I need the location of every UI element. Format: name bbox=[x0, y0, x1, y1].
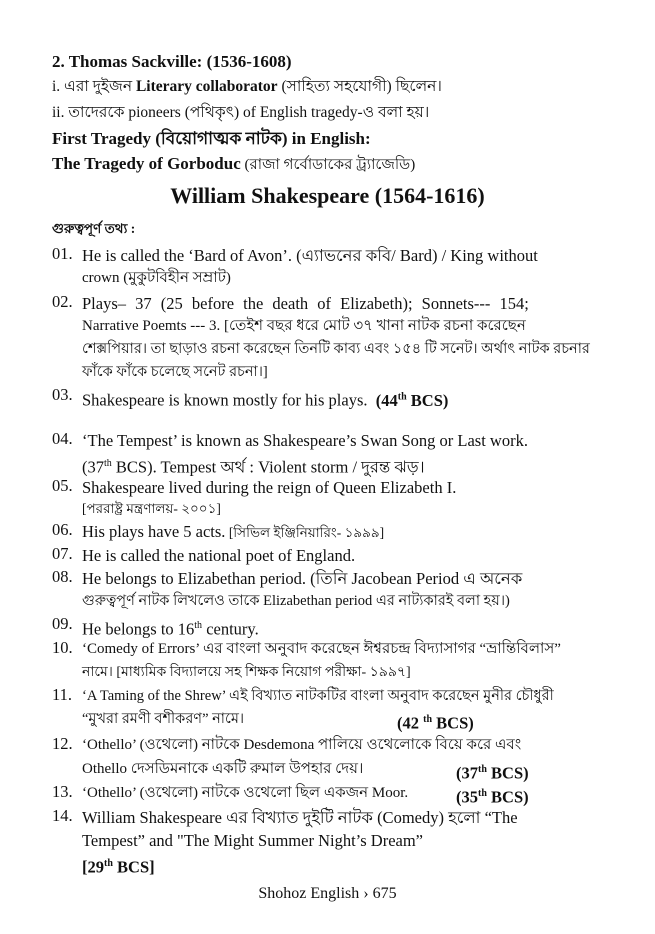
list-item-line bbox=[82, 385, 448, 412]
list-item-line: His plays have 5 acts. [সিভিল ইঞ্জিনিয়ারিং- ১৯৯৯] bbox=[82, 522, 385, 541]
item-number: 13. bbox=[52, 782, 73, 801]
list-item-line: গুরুত্বপূর্ণ নাটক লিখলেও তাকে Elizabethan period এর নাট্যকারই বলা হয়।) bbox=[82, 593, 510, 609]
list-item-line: He belongs to 16th century. bbox=[82, 619, 259, 639]
list-item-line: He is called the ‘Bard of Avon’. (এ্যাভনের কবি/ Bard) / King without bbox=[82, 246, 538, 265]
list-item-line: ‘Othello’ (ওথেলো) নাটকে Desdemona পালিয়ে ওথেলোকে বিয়ে করে এবং bbox=[82, 737, 522, 753]
item-number: 05. bbox=[52, 476, 73, 495]
list-item-line: “মুখরা রমণী বশীকরণ” নামে। bbox=[82, 711, 245, 727]
sackville-line-ii: ii. তাদেরকে pioneers (পথিকৃৎ) of English tragedy-ও বলা হয়। bbox=[52, 104, 430, 121]
list-item-line: crown (মুকুটবিহীন সম্রাট) bbox=[82, 270, 231, 286]
list-item-line: শেক্সপিয়ার। তা ছাড়াও রচনা করেছেন তিনটি কাব্য এবং ১৫৪ টি সনেট। অর্থাৎ নাটক রচনার bbox=[82, 341, 590, 357]
bcs-tag: (44th BCS) bbox=[375, 390, 449, 410]
line-i-suffix: (সাহিত্য সহযোগী) ছিলেন। bbox=[277, 78, 442, 95]
first-tragedy-line bbox=[52, 129, 371, 149]
first-tragedy-a: First Tragedy bbox=[52, 129, 156, 148]
item-number: 12. bbox=[52, 734, 73, 753]
list-item-line: ‘Comedy of Errors’ এর বাংলা অনুবাদ করেছেন ঈশ্বরচন্দ্র বিদ্যাসাগর “ভ্রান্তিবিলাস” bbox=[82, 641, 561, 657]
list-item-line: He belongs to Elizabethan period. (তিনি Jacobean Period এ অনেক bbox=[82, 569, 523, 588]
item-number: 09. bbox=[52, 614, 73, 633]
item-number: 08. bbox=[52, 567, 73, 586]
list-item-line: William Shakespeare এর বিখ্যাত দুইটি নাটক (Comedy) হলো “The bbox=[82, 808, 518, 827]
list-item-line: He is called the national poet of England. bbox=[82, 546, 356, 565]
sackville-heading: 2. Thomas Sackville: (1536-1608) bbox=[52, 52, 292, 71]
item-number: 06. bbox=[52, 520, 73, 539]
first-tragedy-b: in English: bbox=[287, 129, 371, 148]
list-item-line: ‘Othello’ (ওথেলো) নাটকে ওথেলো ছিল একজন Moor. bbox=[82, 785, 409, 801]
bcs-tag: (42 $^{th}$ BCS) bbox=[397, 713, 474, 733]
item-number: 02. bbox=[52, 292, 73, 311]
list-item-line: [পররাষ্ট্র মন্ত্রণালয়- ২০০১] bbox=[82, 501, 221, 516]
item-number: 01. bbox=[52, 244, 73, 263]
list-item-line: ‘A Taming of the Shrew’ এই বিখ্যাত নাটকটির বাংলা অনুবাদ করেছেন মুনীর চৌধুরী bbox=[82, 688, 554, 704]
list-item-line: ‘The Tempest’ is known as Shakespeare’s Swan Song or Last work. bbox=[82, 431, 528, 450]
item-number: 03. bbox=[52, 385, 73, 404]
list-item-line: Tempest” and "The Might Summer Night’s Dream” bbox=[82, 831, 424, 850]
item-number: 07. bbox=[52, 544, 73, 563]
important-label: গুরুত্বপূর্ণ তথ্য : bbox=[52, 221, 136, 236]
page-title: William Shakespeare (1564-1616) bbox=[170, 183, 485, 208]
item-number: 04. bbox=[52, 429, 73, 448]
list-item-line: (37th BCS). Tempest অর্থ : Violent storm / দুরন্ত ঝড়। bbox=[82, 457, 425, 477]
bcs-tag: (35th BCS) bbox=[456, 787, 529, 807]
item-number: 11. bbox=[52, 685, 73, 704]
bcs-tag: [29th BCS] bbox=[82, 857, 155, 877]
list-item-line: Othello দেসডিমনাকে একটি রুমাল উপহার দেয়। bbox=[82, 761, 364, 777]
first-tragedy-bn: (বিয়োগাত্মক নাটক) bbox=[155, 129, 288, 148]
list-item-line: Shakespeare lived during the reign of Queen Elizabeth I. bbox=[82, 478, 457, 497]
gorboduc-line bbox=[52, 154, 415, 175]
item-text: Shakespeare is known mostly for his plays. bbox=[82, 390, 368, 410]
sackville-line-i bbox=[52, 77, 442, 97]
bcs-tag: (37th BCS) bbox=[456, 763, 529, 783]
line-i-prefix: i. এরা দুইজন bbox=[52, 78, 136, 95]
line-i-bold: Literary collaborator bbox=[135, 78, 278, 95]
page-footer: Shohoz English › 675 bbox=[258, 885, 397, 902]
list-item-line: Plays– 37 (25 before the death of Elizabeth); Sonnets--- 154; bbox=[82, 294, 529, 313]
gorboduc-bold: The Tragedy of Gorboduc bbox=[52, 154, 241, 173]
gorboduc-bn: (রাজা গর্বোডাকের ট্র্যাজেডি) bbox=[240, 157, 416, 173]
list-item-line: Narrative Poemts --- 3. [তেইশ বছর ধরে মোট ৩৭ খানা নাটক রচনা করেছেন bbox=[82, 318, 526, 334]
item-number: 14. bbox=[52, 806, 73, 825]
list-item-line: ফাঁকে ফাঁকে চলেছে সনেট রচনা।] bbox=[82, 364, 268, 380]
item-number: 10. bbox=[52, 638, 73, 657]
list-item-line: নামে। [মাধ্যমিক বিদ্যালয়ে সহ শিক্ষক নিয়োগ পরীক্ষা- ১৯৯৭] bbox=[82, 665, 411, 680]
